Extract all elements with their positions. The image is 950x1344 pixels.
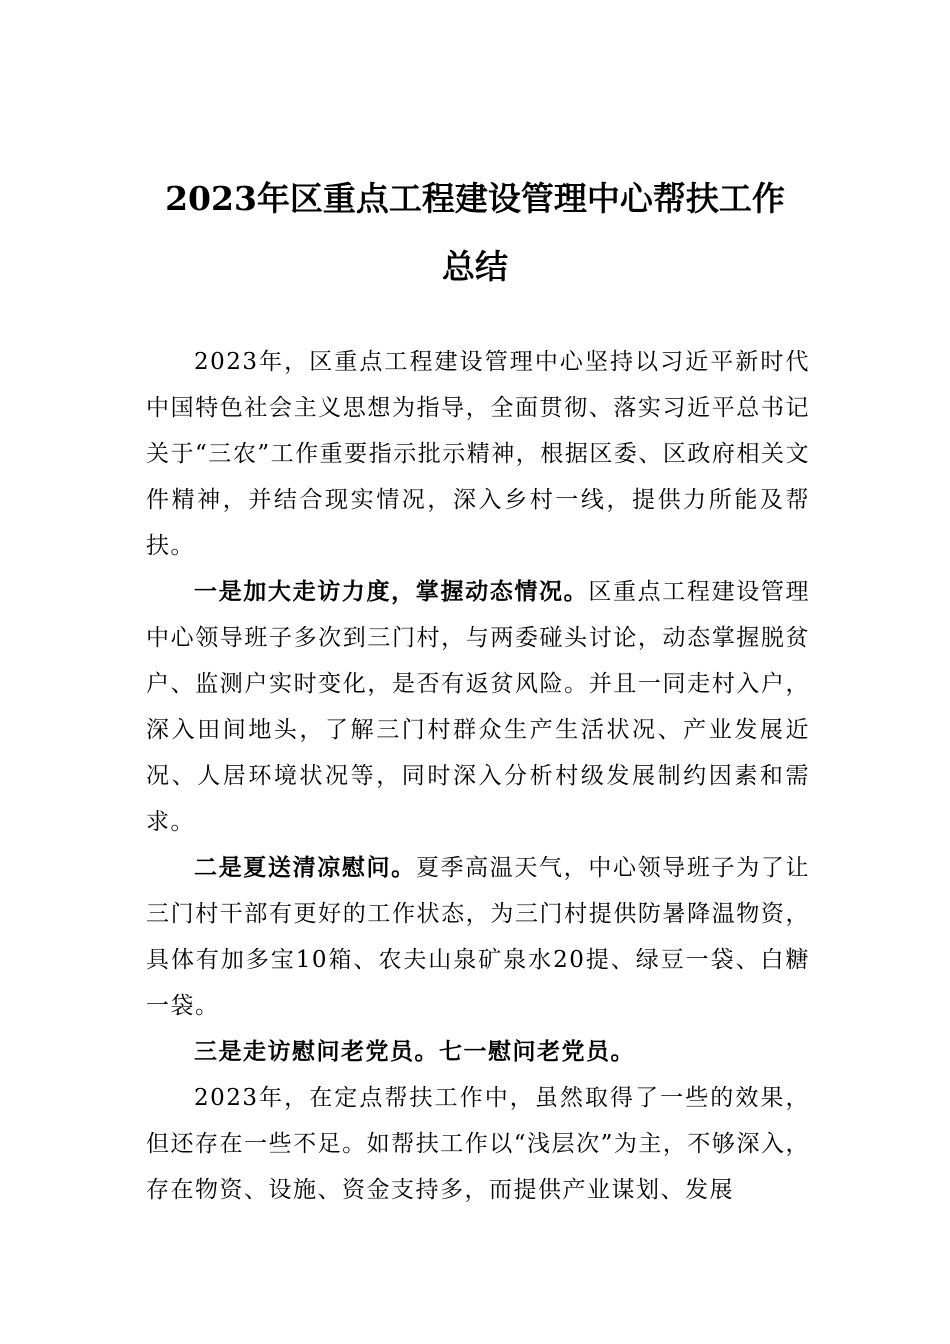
paragraph-point-1 xyxy=(146,569,810,845)
paragraph-lead: 一是加大走访力度，掌握动态情况。 xyxy=(194,578,589,605)
paragraph-point-2 xyxy=(146,845,810,1029)
paragraph-point-3 xyxy=(146,1029,810,1075)
paragraph-lead: 二是夏送清凉慰问。 xyxy=(194,854,416,881)
document-body xyxy=(146,339,810,1213)
paragraph-lead: 三是走访慰问老党员。七一慰问老党员。 xyxy=(194,1038,635,1065)
paragraph-summary xyxy=(146,1075,810,1213)
paragraph-text: 2023年，区重点工程建设管理中心坚持以习近平新时代中国特色社会主义思想为指导，全面贯彻、落实习近平总书记关于“三农”工作重要指示批示精神，根据区委、区政府相关文件精神，并结合现实情况，深入乡村一线，提供力所能及帮扶。 xyxy=(146,349,810,559)
document-title-line-2: 总结 xyxy=(442,247,508,286)
paragraph-text: 2023年，在定点帮扶工作中，虽然取得了一些的效果，但还存在一些不足。如帮扶工作以“浅层次”为主，不够深入，存在物资、设施、资金支持多，而提供产业谋划、发展 xyxy=(146,1085,810,1203)
paragraph-text: 夏季高温天气，中心领导班子为了让三门村干部有更好的工作状态，为三门村提供防暑降温物资，具体有加多宝10箱、农夫山泉矿泉水20提、绿豆一袋、白糖一袋。 xyxy=(146,855,811,1019)
document-title-line-1: 2023年区重点工程建设管理中心帮扶工作 xyxy=(165,179,785,218)
paragraph-intro xyxy=(146,339,810,569)
paragraph-text: 区重点工程建设管理中心领导班子多次到三门村，与两委碰头讨论，动态掌握脱贫户、监测户实时变化，是否有返贫风险。并且一同走村入户，深入田间地头，了解三门村群众生产生活状况、产业发展近况、人居环境状况等，同时深入分析村级发展制约因素和需求。 xyxy=(146,579,811,835)
